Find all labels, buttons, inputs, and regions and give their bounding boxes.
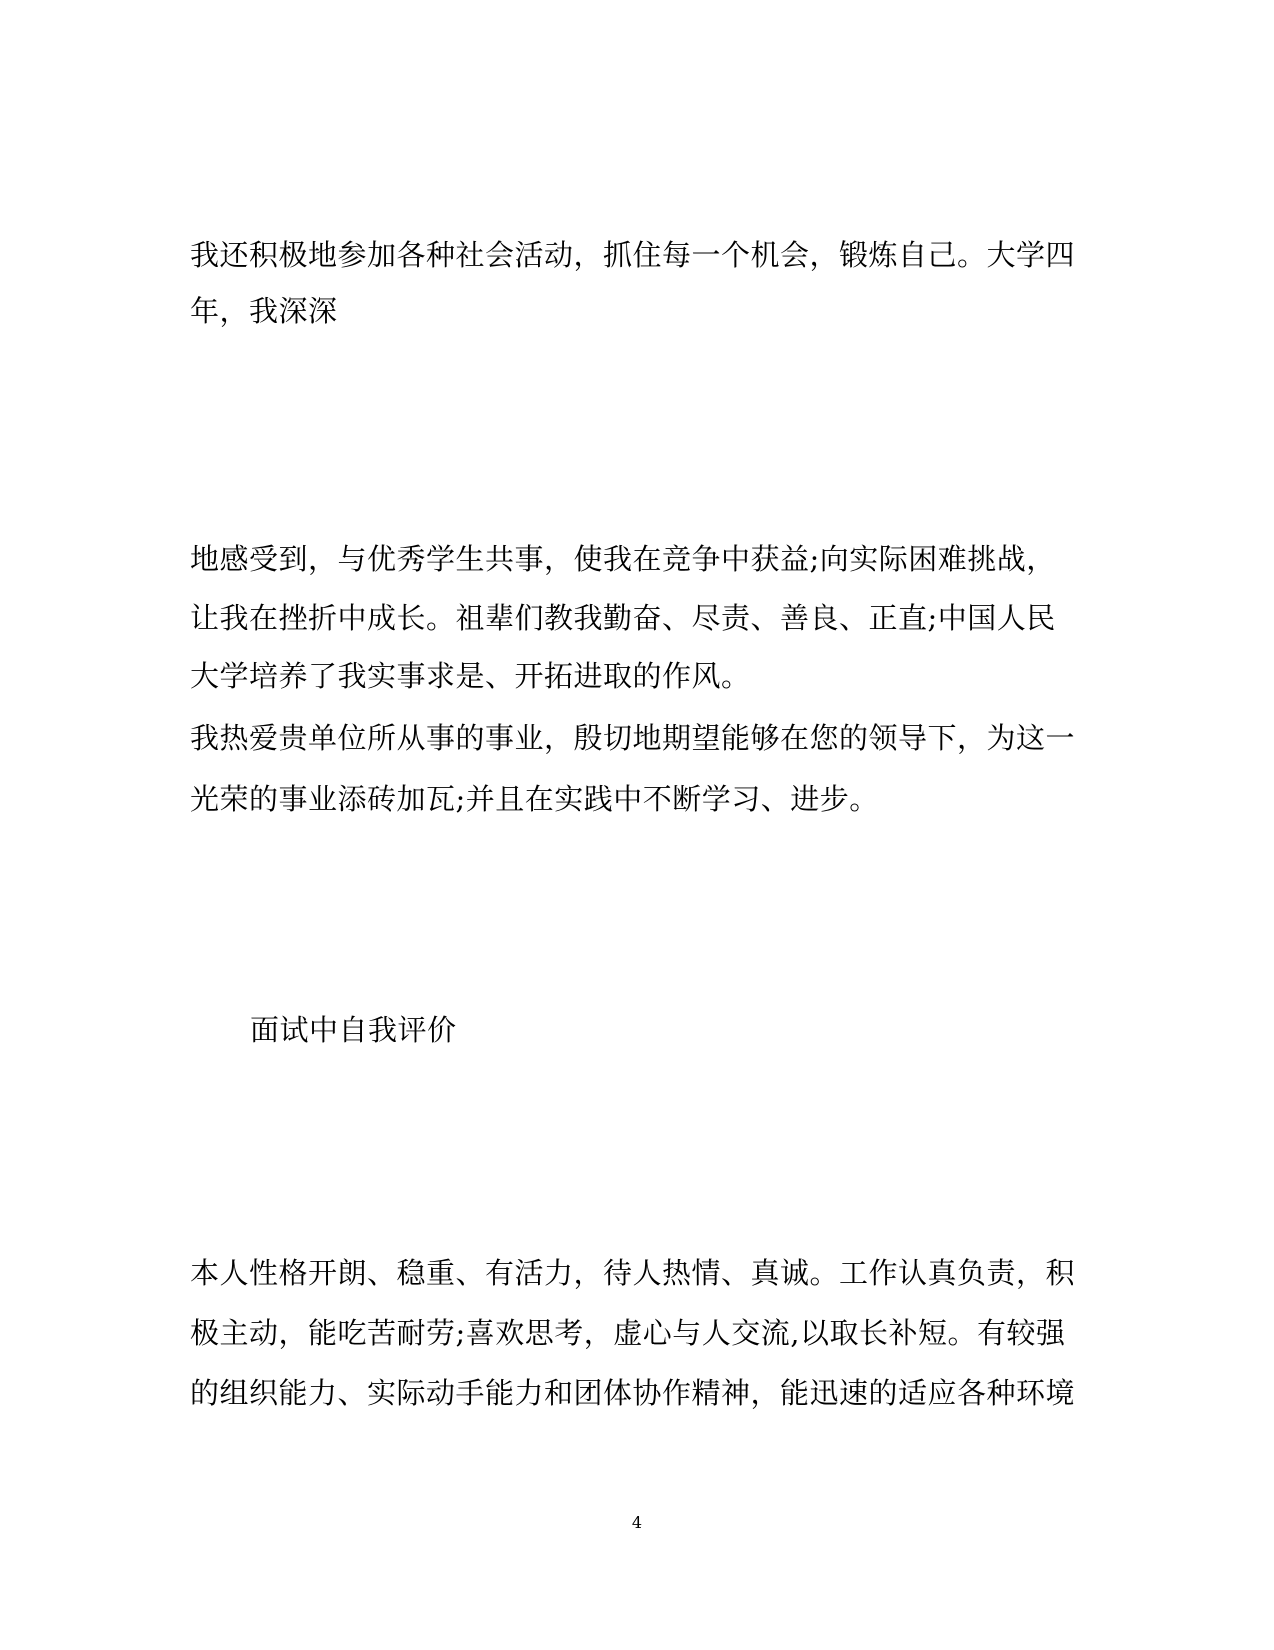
text-line: 大学培养了我实事求是、开拓进取的作风。 [190, 659, 751, 693]
section-heading: 面试中自我评价 [250, 1013, 457, 1047]
text-line: 我热爱贵单位所从事的事业，殷切地期望能够在您的领导下，为这一 [190, 721, 1076, 755]
text-line: 我还积极地参加各种社会活动，抓住每一个机会，锻炼自己。大学四 [190, 238, 1076, 272]
text-line: 极主动，能吃苦耐劳;喜欢思考，虚心与人交流,以取长补短。有较强 [190, 1316, 1066, 1350]
text-line: 让我在挫折中成长。祖辈们教我勤奋、尽责、善良、正直;中国人民 [190, 601, 1056, 635]
text-line: 本人性格开朗、稳重、有活力，待人热情、真诚。工作认真负责，积 [190, 1256, 1076, 1290]
text-line: 光荣的事业添砖加瓦;并且在实践中不断学习、进步。 [190, 782, 879, 816]
page-number: 4 [631, 1513, 643, 1532]
text-line: 年，我深深 [190, 294, 338, 328]
text-line: 地感受到，与优秀学生共事，使我在竞争中获益;向实际困难挑战， [190, 542, 1056, 576]
text-line: 的组织能力、实际动手能力和团体协作精神，能迅速的适应各种环境 [190, 1376, 1076, 1410]
